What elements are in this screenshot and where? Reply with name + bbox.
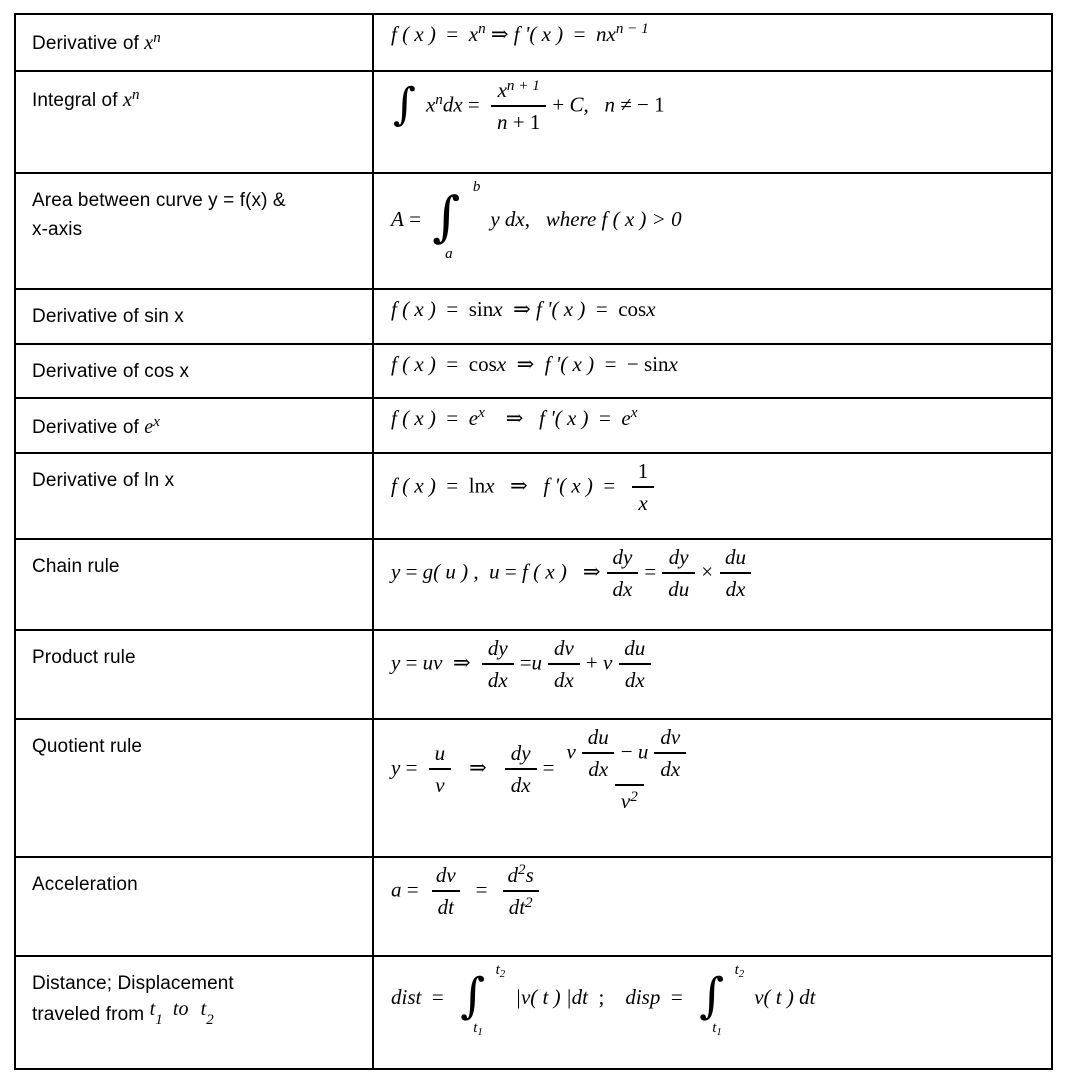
- row-formula: [391, 864, 1041, 919]
- fraction: [654, 726, 686, 781]
- superscript: x: [630, 405, 638, 422]
- label-cell: [15, 289, 373, 344]
- row-label: [32, 644, 356, 673]
- table-row-product-rule: [15, 630, 1052, 719]
- numerator: [502, 864, 540, 890]
- superscript: n: [435, 91, 443, 108]
- math-operator: sin: [644, 352, 669, 376]
- math-var: t: [495, 962, 500, 978]
- fraction: [429, 742, 452, 797]
- math-var: v( t ) dt: [754, 985, 816, 1010]
- math-var: y dx: [490, 206, 525, 231]
- superscript: 2: [518, 862, 526, 879]
- math-operator: =: [401, 877, 424, 902]
- integral-upper-limit: [473, 180, 481, 195]
- math-operator: =: [435, 406, 469, 430]
- label-cell: [15, 71, 373, 173]
- math-operator: ⇒: [484, 406, 540, 430]
- math-var: dx: [554, 668, 574, 693]
- math-var: du: [624, 636, 646, 660]
- math-var: x: [493, 297, 503, 321]
- numerator: [430, 864, 462, 890]
- math-var: du: [587, 725, 609, 749]
- math-var: C: [569, 92, 584, 117]
- label-text: Derivative of: [32, 33, 145, 54]
- subscript: 1: [716, 1026, 722, 1039]
- math-var: x: [144, 32, 154, 54]
- integral-sign: ∫: [460, 968, 486, 1024]
- subscript: 2: [499, 968, 506, 981]
- integral-sign: ∫: [432, 185, 461, 248]
- row-label: [32, 85, 356, 116]
- math-var: dt: [508, 895, 526, 920]
- math-var: d: [507, 863, 519, 887]
- math-var: e: [621, 406, 631, 430]
- label-cell: [15, 14, 373, 71]
- math-var: a: [445, 245, 453, 262]
- integral-lower-limit: [473, 1019, 483, 1039]
- math-var: dv: [554, 636, 574, 660]
- fraction: [560, 726, 698, 813]
- math-operator: 1: [637, 459, 649, 483]
- superscript: n: [153, 29, 161, 46]
- math-var: u: [434, 741, 446, 766]
- math-var: v: [566, 739, 576, 764]
- math-var: u: [531, 650, 543, 675]
- label-text: traveled from: [32, 1003, 150, 1025]
- formula-cell: [373, 719, 1052, 857]
- label-cell: [15, 398, 373, 453]
- math-var: g( u ): [422, 559, 469, 584]
- math-operator: cos: [468, 352, 497, 376]
- math-var: dx: [725, 577, 746, 602]
- math-var: v: [602, 650, 613, 675]
- label-cell: [15, 719, 373, 857]
- label-cell: [15, 539, 373, 630]
- math-operator: ⇒: [502, 297, 536, 321]
- denominator: [720, 572, 752, 601]
- label-text: Product rule: [32, 647, 136, 668]
- math-var: dist: [391, 985, 422, 1010]
- denominator: [654, 752, 686, 781]
- math-operator: sin: [468, 297, 494, 321]
- math-var: f ( x ): [522, 559, 567, 584]
- denominator: [429, 768, 450, 797]
- math-operator: +: [585, 650, 603, 675]
- math-var: f '( x ): [544, 352, 595, 376]
- fraction: [491, 79, 546, 134]
- subscript: 2: [738, 968, 745, 981]
- math-var: f ( x ): [391, 406, 436, 430]
- fraction: [582, 726, 615, 781]
- math-operator: ,: [583, 92, 605, 117]
- formula-cell: [373, 956, 1052, 1069]
- math-var: disp: [625, 985, 661, 1010]
- integral-lower-limit: [445, 247, 453, 262]
- math-var: f ( x ): [391, 473, 436, 498]
- math-var: dx: [510, 773, 531, 798]
- integral: [697, 962, 745, 1039]
- numerator: [560, 726, 698, 784]
- math-var: b: [472, 179, 481, 195]
- numerator: [582, 726, 615, 752]
- row-label: [32, 733, 356, 762]
- math-operator: +: [552, 92, 570, 117]
- superscript: n: [131, 86, 140, 103]
- math-var: x: [638, 491, 648, 516]
- numerator: [548, 637, 580, 663]
- label-cell: [15, 630, 373, 719]
- table-row-quotient-rule: [15, 719, 1052, 857]
- math-operator: =: [563, 22, 596, 46]
- numerator: [663, 546, 695, 572]
- formula-table: [14, 13, 1053, 1070]
- numerator: [492, 79, 546, 105]
- math-var: e: [468, 406, 479, 430]
- label-text: Derivative of cos x: [32, 361, 190, 382]
- label-text: Quotient rule: [32, 736, 143, 757]
- formula-cell: [373, 173, 1052, 289]
- label-text: Chain rule: [32, 556, 120, 577]
- denominator: [582, 752, 614, 781]
- math-var: f '( x ): [535, 297, 586, 321]
- math-var: y: [391, 559, 401, 584]
- numerator: [654, 726, 686, 752]
- math-var: dy: [612, 545, 633, 569]
- math-var: f ( x ): [391, 352, 436, 376]
- math-var: dx: [487, 668, 508, 693]
- math-var: y: [391, 755, 401, 780]
- row-formula: [391, 546, 1041, 601]
- row-formula: [391, 78, 1041, 135]
- integral: [391, 78, 422, 135]
- math-var: t: [473, 1019, 478, 1036]
- label-text: Acceleration: [32, 874, 138, 895]
- math-operator: ,: [524, 206, 546, 231]
- formula-cell: [373, 857, 1052, 956]
- fraction: [632, 460, 655, 515]
- math-operator: ⇒: [494, 473, 544, 498]
- math-operator: =: [403, 206, 427, 231]
- math-operator: =: [400, 559, 423, 584]
- math-var: y: [391, 650, 401, 675]
- superscript: n: [478, 21, 486, 38]
- formula-cell: [373, 14, 1052, 71]
- label-cell: [15, 173, 373, 289]
- math-operator: =: [435, 473, 469, 498]
- numerator: [607, 546, 639, 572]
- row-formula: [391, 351, 1041, 377]
- math-var: v: [435, 773, 445, 798]
- row-label: [32, 871, 356, 900]
- math-operator: =: [499, 559, 523, 584]
- math-var: x: [496, 352, 507, 376]
- math-operator: =: [435, 22, 469, 46]
- denominator: [615, 784, 644, 813]
- math-var: n: [604, 92, 615, 117]
- math-var: |v( t ) |dt: [515, 985, 588, 1010]
- math-var: v: [620, 789, 631, 814]
- row-label: [32, 187, 356, 244]
- numerator: [719, 546, 752, 572]
- denominator: [503, 890, 539, 919]
- math-var: dx: [660, 757, 681, 782]
- label-cell: [15, 453, 373, 539]
- superscript: 2: [630, 788, 638, 805]
- row-label: [32, 303, 356, 332]
- denominator: [662, 572, 695, 601]
- label-text: Derivative of ln x: [32, 470, 175, 491]
- row-formula: [391, 180, 1041, 262]
- fraction: [502, 864, 540, 919]
- math-var: x: [646, 297, 656, 321]
- math-operator: ×: [701, 559, 714, 584]
- math-operator: =: [644, 559, 657, 584]
- table-row-distance-displacement: [15, 956, 1052, 1069]
- denominator: [432, 890, 460, 919]
- row-label: [32, 28, 356, 59]
- denominator: [632, 486, 653, 515]
- math-operator: ⇒: [485, 22, 514, 46]
- math-var: nx: [595, 22, 616, 46]
- fraction: [719, 546, 752, 601]
- superscript: 2: [525, 894, 533, 911]
- numerator: [618, 637, 651, 663]
- integral-sign: ∫: [393, 79, 416, 130]
- math-var: x: [497, 78, 507, 103]
- math-operator: cos: [618, 297, 647, 321]
- subscript: 1: [477, 1026, 483, 1039]
- row-label: [32, 358, 356, 387]
- denominator: [548, 663, 580, 692]
- label-text: Distance; Displacement: [32, 973, 234, 994]
- denominator: [482, 663, 514, 692]
- math-var: e: [144, 416, 154, 438]
- math-operator: ,: [468, 559, 490, 584]
- label-text: Area between curve y = f(x) &: [32, 190, 286, 211]
- raised-var: to: [172, 998, 189, 1021]
- numerator: [482, 637, 514, 663]
- math-var: x: [122, 89, 132, 111]
- table-row-integral-of-xn: [15, 71, 1052, 173]
- superscript: n − 1: [615, 21, 649, 38]
- math-var: uv: [422, 650, 443, 675]
- table-row-derivative-of-sin: [15, 289, 1052, 344]
- math-var: f '( x ): [543, 473, 593, 498]
- subscript: 1: [155, 1012, 163, 1028]
- math-operator: =: [519, 650, 532, 675]
- formula-cell: [373, 71, 1052, 173]
- table-row-derivative-of-ln: [15, 453, 1052, 539]
- math-operator: −: [620, 739, 638, 764]
- math-var: dv: [435, 863, 456, 887]
- table-row-acceleration: [15, 857, 1052, 956]
- fraction: [482, 637, 514, 692]
- math-operator: ⇒: [469, 755, 487, 780]
- math-operator: ⇒: [442, 650, 476, 675]
- math-var: where f ( x ) > 0: [545, 206, 682, 231]
- formula-cell: [373, 453, 1052, 539]
- superscript: x: [478, 405, 485, 422]
- math-var: dt: [437, 895, 454, 920]
- math-operator: =: [475, 877, 488, 902]
- raised-var: t: [200, 998, 207, 1021]
- math-operator: ln: [468, 473, 486, 498]
- math-var: dx: [588, 757, 609, 782]
- math-var: dy: [487, 636, 508, 660]
- integral-sign: ∫: [699, 968, 725, 1024]
- formula-cell: [373, 344, 1052, 398]
- math-operator: =: [435, 352, 469, 376]
- math-var: du: [725, 545, 747, 569]
- math-operator: + 1: [507, 110, 541, 135]
- math-var: du: [668, 577, 690, 602]
- math-var: dx: [612, 577, 633, 602]
- row-formula: [391, 21, 1041, 47]
- denominator: [491, 105, 546, 134]
- math-var: dy: [668, 545, 689, 569]
- numerator: [632, 460, 655, 486]
- table-row-derivative-of-cos: [15, 344, 1052, 398]
- math-operator: =: [588, 406, 622, 430]
- math-var: dv: [660, 725, 681, 749]
- row-formula: [391, 726, 1041, 813]
- math-var: n: [497, 110, 508, 135]
- fraction: [618, 637, 651, 692]
- formula-table-body: [15, 14, 1052, 1069]
- math-operator: =: [400, 650, 423, 675]
- fraction: [548, 637, 580, 692]
- math-operator: =: [421, 985, 455, 1010]
- math-operator: =: [585, 297, 619, 321]
- math-var: f '( x ): [513, 22, 564, 46]
- fraction: [662, 546, 695, 601]
- math-var: t: [734, 962, 739, 978]
- fraction: [607, 546, 639, 601]
- table-row-derivative-of-ex: [15, 398, 1052, 453]
- math-var: f ( x ): [391, 22, 436, 46]
- math-var: s: [525, 863, 534, 887]
- numerator: [505, 742, 537, 768]
- math-var: x: [485, 473, 495, 498]
- math-operator: ⇒: [582, 559, 601, 584]
- math-var: x: [425, 92, 436, 117]
- denominator: [607, 572, 639, 601]
- math-operator: = −: [594, 352, 645, 376]
- math-var: x: [468, 22, 479, 46]
- row-formula: [391, 637, 1041, 692]
- superscript: n + 1: [506, 77, 540, 94]
- math-var: dy: [510, 741, 531, 766]
- fraction: [430, 864, 462, 919]
- math-var: x: [668, 352, 678, 376]
- numerator: [429, 742, 452, 768]
- label-text: Derivative of sin x: [32, 306, 184, 327]
- table-row-derivative-of-xn: [15, 14, 1052, 71]
- integral: [458, 962, 506, 1039]
- subscript: 2: [206, 1012, 214, 1028]
- row-formula: [391, 962, 1041, 1039]
- math-var: a: [391, 877, 402, 902]
- label-cell: [15, 956, 373, 1069]
- formula-cell: [373, 398, 1052, 453]
- superscript: x: [153, 413, 161, 430]
- table-row-area-under-curve: [15, 173, 1052, 289]
- formula-cell: [373, 539, 1052, 630]
- math-operator: ≠ − 1: [614, 92, 665, 117]
- row-label: [32, 467, 356, 496]
- math-operator: ⇒: [506, 352, 545, 376]
- math-var: dx: [624, 668, 645, 693]
- math-operator: =: [542, 755, 555, 780]
- raised-var: t: [149, 998, 156, 1021]
- math-var: f ( x ): [391, 297, 436, 321]
- formula-cell: [373, 289, 1052, 344]
- fraction: [505, 742, 537, 797]
- math-operator: =: [660, 985, 694, 1010]
- row-label: [32, 412, 356, 443]
- integral-upper-limit: [734, 962, 745, 981]
- label-cell: [15, 857, 373, 956]
- denominator: [505, 768, 537, 797]
- row-label: [32, 970, 356, 1029]
- integral-upper-limit: [495, 962, 506, 981]
- label-text: Integral of: [32, 90, 123, 111]
- math-var: dx: [442, 92, 463, 117]
- formula-cell: [373, 630, 1052, 719]
- math-operator: =: [592, 473, 626, 498]
- math-var: A: [391, 206, 404, 231]
- math-var: u: [637, 739, 649, 764]
- math-var: f '( x ): [539, 406, 589, 430]
- denominator: [619, 663, 651, 692]
- math-operator: =: [435, 297, 469, 321]
- row-formula: [391, 296, 1041, 322]
- math-var: t: [712, 1019, 717, 1036]
- table-row-chain-rule: [15, 539, 1052, 630]
- math-operator: =: [400, 755, 423, 780]
- row-label: [32, 553, 356, 582]
- math-operator: ;: [587, 985, 626, 1010]
- integral: [430, 180, 480, 262]
- label-cell: [15, 344, 373, 398]
- label-text: x-axis: [32, 218, 83, 240]
- math-operator: =: [462, 92, 485, 117]
- integral-lower-limit: [712, 1019, 722, 1039]
- row-formula: [391, 460, 1041, 515]
- label-text: Derivative of: [32, 417, 145, 438]
- math-var: u: [489, 559, 500, 584]
- row-formula: [391, 405, 1041, 431]
